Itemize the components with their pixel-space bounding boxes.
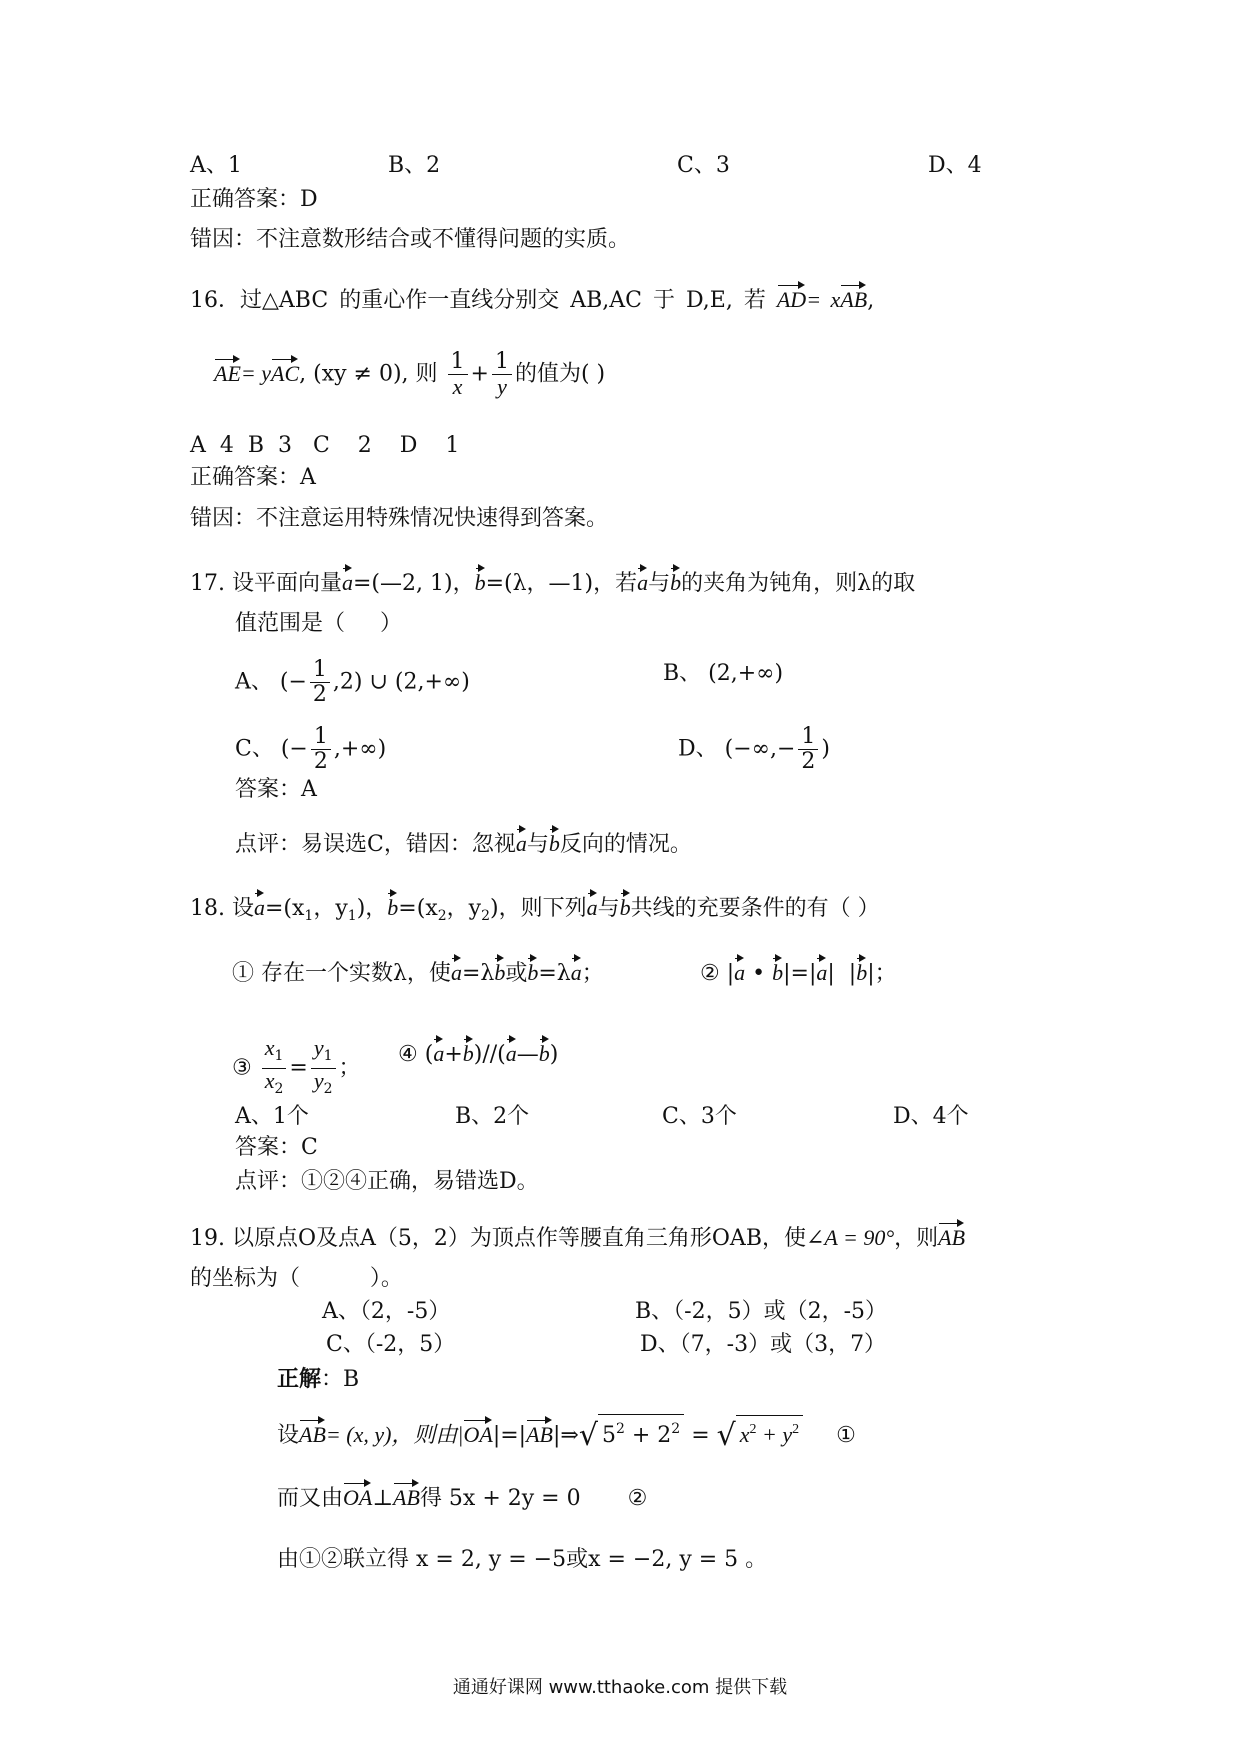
q17-answer: 答案：A [235, 777, 317, 802]
q18-condition-4: ④ (a+b)//(a—b) [398, 1036, 558, 1069]
q18-stem: 18. 设$a=(x_1$，$y_1$)，$b=(x_2$，$y_2$)，则下列a与b共线的充要条件的有（ ） [190, 890, 880, 930]
q16-tail: 的值为( ) [514, 361, 606, 387]
q16-eq-x: = x [806, 287, 841, 312]
q15-reason: 错因：不注意数形结合或不懂得问题的实质。 [190, 227, 631, 252]
vector-b: b [475, 565, 486, 597]
q19-stem-line1: 19. 以原点O及点A（5，2）为顶点作等腰直角三角形OAB，使∠A = 90°，则AB [190, 1220, 965, 1253]
q18-condition-2: ② |a • b|=|a| |b|； [700, 955, 897, 988]
q18-option-b: B、2个 [455, 1104, 530, 1129]
q19-option-b: B、（-2，5）或（2，-5） [635, 1299, 888, 1324]
vector-ac: AC [271, 356, 299, 388]
q16-stem-text: 16．过△ABC 的重心作一直线分别交 AB,AC 于 D,E, 若 [190, 288, 766, 313]
q16-eq-y: = y [240, 360, 272, 386]
q16-plus: + [470, 361, 489, 387]
q15-option-b: B、2 [388, 153, 441, 178]
q19-solution-line3: 由①②联立得 x = 2, y = −5或x = −2, y = 5 。 [277, 1547, 768, 1572]
q19-solution-label: 正解：B [277, 1367, 360, 1392]
q19-option-d: D、（7，-3）或（3，7） [640, 1332, 887, 1357]
q19-option-a: A、（2，-5） [322, 1299, 451, 1324]
fraction-1-over-x: $\frac{1}{x}$ [448, 350, 468, 399]
q16-stem-line1 [190, 282, 874, 315]
q18-option-d: D、4个 [893, 1104, 969, 1129]
fraction-half: $\frac{1}{2}$ [310, 658, 330, 707]
vector-ab: AB [840, 282, 867, 314]
vector-a: a [516, 826, 527, 858]
q18-condition-1: ① 存在一个实数λ，使a=λb或b=λa； [232, 955, 604, 988]
vector-a: a [587, 890, 598, 922]
q17-stem-line1: 17. 设平面向量a=(—2, 1)，b=(λ，—1)，若a与b的夹角为钝角，则λ的取 [190, 565, 915, 598]
vector-b: b [549, 826, 560, 858]
q16-stem-line2 [214, 350, 605, 399]
vector-b: b [387, 890, 398, 922]
sqrt-sign: √ [578, 1418, 598, 1453]
q15-option-d: D、4 [928, 153, 982, 178]
fraction-x1-over-x2: $\frac{x_1}{x_2}$ [262, 1036, 287, 1101]
q16-options: A 4 B 3 C 2 D 1 [190, 433, 460, 458]
q15-option-c: C、3 [677, 153, 730, 178]
q18-answer: 答案：C [235, 1135, 318, 1160]
q18-comment: 点评：①②④正确，易错选D。 [235, 1169, 539, 1194]
q19-option-c: C、（-2，5） [326, 1332, 456, 1357]
fraction-half: $\frac{1}{2}$ [311, 725, 331, 774]
q18-option-a: A、1个 [235, 1104, 309, 1129]
q15-option-a: A、1 [190, 153, 242, 178]
fraction-half: $\frac{1}{2}$ [798, 725, 818, 774]
sqrt-5-2: $5^2 + 2^2$ [598, 1414, 684, 1450]
vector-ad: AD [777, 282, 806, 314]
vector-b: b [670, 565, 681, 597]
q17-option-b: B、 (2,+∞) [663, 661, 784, 686]
q18-condition-3: ③ $\frac{x_1}{x_2}$ = $\frac{y_1}{y_2}$ ； [232, 1036, 361, 1101]
q17-option-c: C、 (− $\frac{1}{2}$ ,+∞) [235, 724, 387, 774]
q16-comma: , [867, 288, 875, 313]
vector-ab: AB [938, 1220, 965, 1252]
q17-stem-line2: 值范围是（ ） [235, 611, 402, 636]
q17-option-a: A、 (− $\frac{1}{2}$ ,2) ∪ (2,+∞) [235, 657, 470, 707]
q19-solution-line2: 而又由OA⊥AB得 5x + 2y = 0 ② [277, 1480, 647, 1513]
q16-condition: , (xy ≠ 0), 则 [299, 361, 438, 387]
vector-a: a [637, 565, 648, 597]
sqrt-sign: √ [716, 1418, 736, 1453]
q17-comment: 点评：易误选C，错因：忽视a与b反向的情况。 [235, 826, 692, 859]
vector-b: b [620, 890, 631, 922]
vector-a: a [342, 565, 353, 597]
fraction-1-over-y: $\frac{1}{y}$ [492, 350, 512, 399]
vector-a: a [254, 890, 265, 922]
q16-reason: 错因：不注意运用特殊情况快速得到答案。 [190, 506, 609, 531]
page-footer: 通通好课网 www.tthaoke.com 提供下载 [452, 1677, 788, 1698]
fraction-y1-over-y2: $\frac{y_1}{y_2}$ [311, 1036, 336, 1101]
q18-option-c: C、3个 [662, 1104, 737, 1129]
q19-solution-line1: 设AB= (x, y)，则由|OA|=|AB|⇒√ $5^2 + 2^2$ = √ $x^2 + y^2$ ① [277, 1414, 856, 1450]
sqrt-x-y: $x^2 + y^2$ [736, 1415, 803, 1449]
q17-option-d: D、 (−∞,− $\frac{1}{2}$ ) [678, 724, 831, 774]
q15-answer: 正确答案：D [190, 187, 318, 212]
vector-oa: OA [463, 1417, 492, 1449]
q16-answer: 正确答案：A [190, 465, 316, 490]
q19-stem-line2: 的坐标为（ ）。 [190, 1266, 403, 1291]
vector-ae: AE [214, 356, 241, 388]
